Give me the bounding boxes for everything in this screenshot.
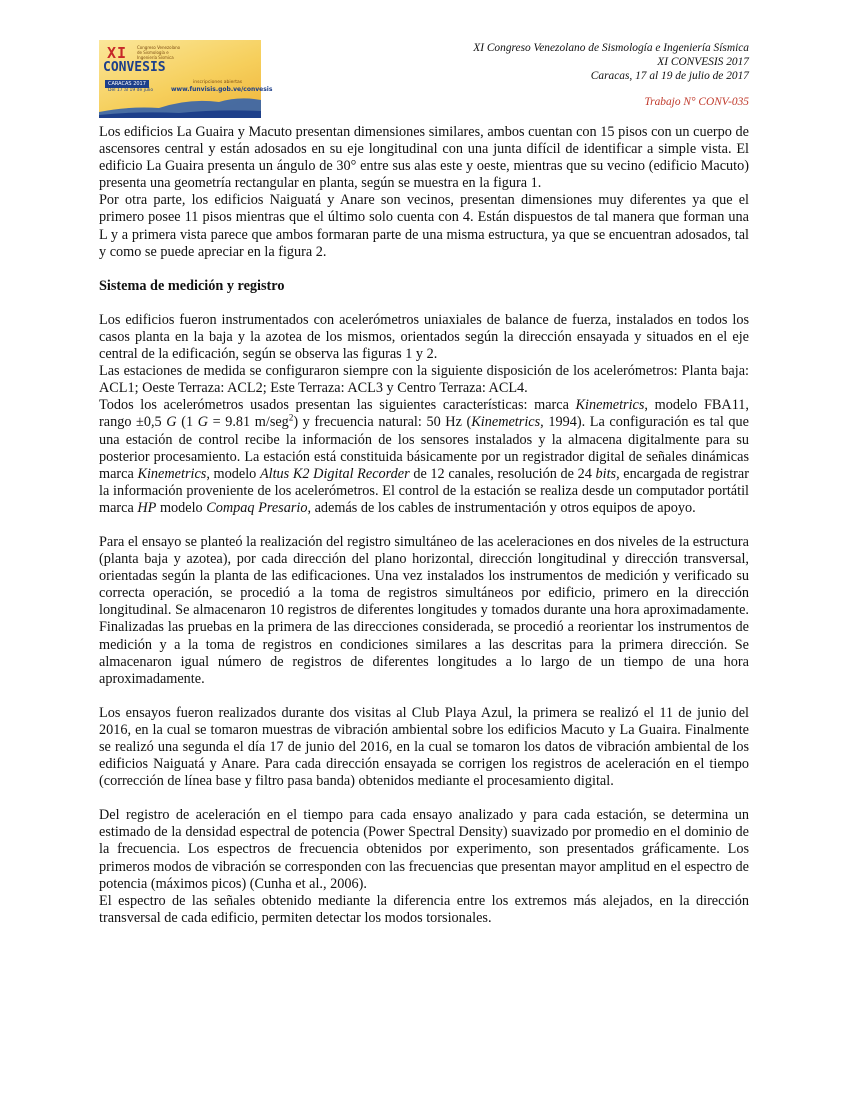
header-line-2: XI CONVESIS 2017 <box>657 56 749 69</box>
paragraph-2: Por otra parte, los edificios Naiguatá y Anare son vecinos, presentan dimensiones muy diferentes ya que el primero posee 11 pisos mientras que el último solo cuenta con 4. Están dispuestos de tal manera que forman una L y a primera vista parece que ambos formaran parte de una misma estructura, ya que se encuentran adosados, tal y como se puede apreciar en la figura 2. <box>99 192 749 260</box>
paragraph-6: Para el ensayo se planteó la realización del registro simultáneo de las aceleraciones en dos niveles de la estructura (planta baja y azotea), por cada dirección del plano horizontal, dirección longitudinal y dirección transversal, orientadas según la planta de las edificaciones. Una vez instalados los instrumentos de medición y verificado su correcta operación, se procedió a la toma de registros simultáneos por edificio, primero en la dirección longitudinal. Se almacenaron 10 registros de diferentes longitudes y tomados durante una hora aproximadamente. Finalizadas las pruebas en la primera de las direcciones considerada, se procedió a reorientar los instrumentos de medición y a la toma de registros en condiciones similares a las descritas para la primera dirección. Se almacenaron igual número de registros de diferentes longitudes a lo largo de un tiempo de una hora aproximadamente. <box>99 533 749 687</box>
logo-mark: XI <box>107 44 128 62</box>
logo-name: CONVESIS <box>103 60 166 75</box>
paragraph-1: Los edificios La Guaira y Macuto presentan dimensiones similares, ambos cuentan con 15 pisos con un cuerpo de ascensores central y están adosados en su eje longitudinal con una junta difícil de identificar a simple vista. El edificio La Guaira presenta un ángulo de 30° entre sus alas este y oeste, mientras que su vecino (edificio Macuto) presenta una geometría rectangular en planta, según se muestra en la figura 1. <box>99 124 749 192</box>
paragraph-7: Los ensayos fueron realizados durante dos visitas al Club Playa Azul, la primera se realizó el 11 de junio del 2016, en la cual se tomaron muestras de vibración ambiental sobre los edificios Macuto y La Guaira. Finalmente se realizó una segunda el día 17 de junio del 2016, en la cual se tomaron los datos de vibración ambiental de los edificios Naiguatá y Anare. Para cada dirección ensayada se corrigen los registros de aceleración en el tiempo (corrección de línea base y filtro pasa banda) obtenidos mediante el procesamiento digital. <box>99 704 749 790</box>
mountain-icon <box>99 92 261 118</box>
logo-url: www.funvisis.gob.ve/convesis <box>171 86 273 93</box>
header-line-3: Caracas, 17 al 19 de julio de 2017 <box>590 70 749 83</box>
paragraph-4: Las estaciones de medida se configuraron siempre con la siguiente disposición de los acelerómetros: Planta baja: ACL1; Oeste Terraza: ACL2; Este Terraza: ACL3 y Centro Terraza: ACL4. <box>99 363 749 397</box>
paragraph-8: Del registro de aceleración en el tiempo para cada ensayo analizado y para cada estación, se determina un estimado de la densidad espectral de potencia (Power Spectral Density) suavizado por promedio en el dominio de la frecuencia. Los espectros de frecuencia obtenidos por experimento, son presentados gráficamente. Los primeros modos de vibración se corresponden con las frecuencias que presentan mayor amplitud en el espectro de potencia (máximos picos) (Cunha et al., 2006). <box>99 807 749 892</box>
paragraph-9: El espectro de las señales obtenido mediante la diferencia entre los extremos más alejados, en la dirección transversal de cada edificio, permiten detectar los modos torsionales. <box>99 892 749 926</box>
header-line-1: XI Congreso Venezolano de Sismología e Ingeniería Sísmica <box>473 42 749 54</box>
paper-body <box>99 124 749 927</box>
logo-inscripciones: inscripciones abiertas <box>193 80 243 85</box>
paragraph-3: Los edificios fueron instrumentados con acelerómetros uniaxiales de balance de fuerza, instalados en todos los casos planta en la baja y la azotea de los mismos, orientados según la dirección ensayada y situados en el eje central de la edificación, según se observa las figuras 1 y 2. <box>99 311 749 363</box>
paper-number: Trabajo N° CONV-035 <box>644 96 749 108</box>
logo-dates: Del 17 al 19 de julio <box>108 88 154 93</box>
conference-header <box>473 41 749 84</box>
convesis-logo <box>99 40 273 118</box>
logo-city: CARACAS 2017 <box>105 80 149 88</box>
logo-tagline: Congreso Venezolano de Sismología e Ingeniería Sísmica <box>137 45 181 60</box>
paragraph-5: Todos los acelerómetros usados presentan las siguientes características: marca Kinemetrics, modelo FBA11, rango ±0,5 G (1 G = 9.81 m/seg$^2$) y frecuencia natural: 50 Hz (Kinemetrics, 1994). La configuración es tal que una estación de control recibe la información de los sensores instalados y la almacena digitalmente para su posterior procesamiento. La estación está constituida básicamente por un registrador digital de señales dinámicas marca Kinemetrics, modelo Altus K2 Digital Recorder de 12 canales, resolución de 24 bits, encargada de registrar la información proveniente de los acelerómetros. El control de la estación se realiza desde un computador portátil marca HP modelo Compaq Presario, además de los cables de instrumentación y otros equipos de apoyo. <box>99 397 750 516</box>
section-heading: Sistema de medición y registro <box>99 277 285 294</box>
